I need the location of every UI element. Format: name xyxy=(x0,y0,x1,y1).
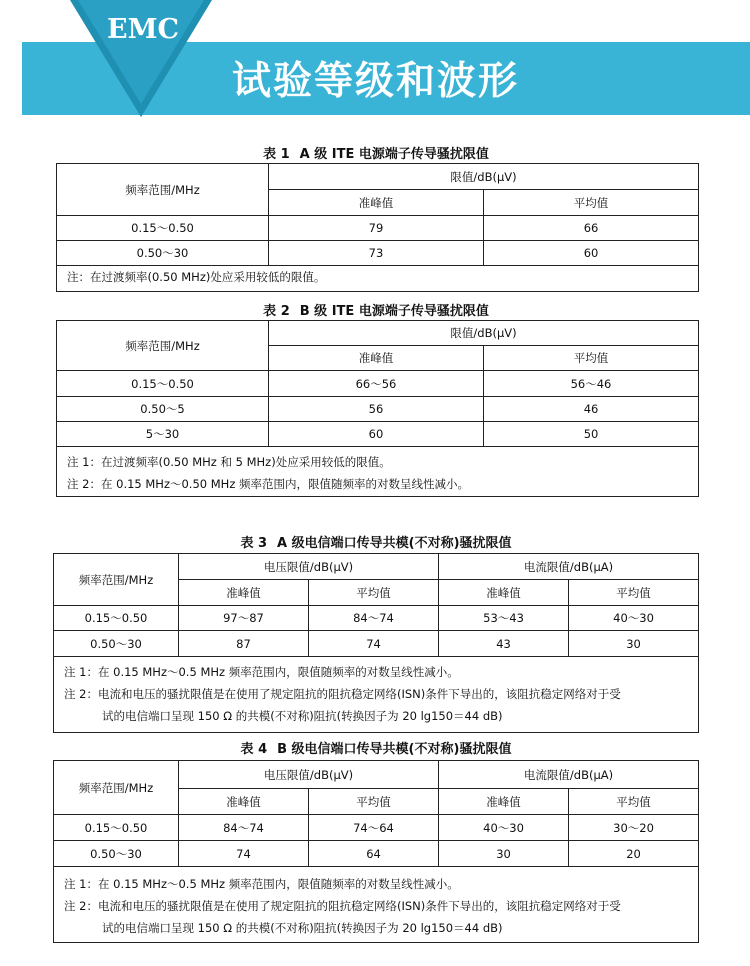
table-3-cell: 40～30 xyxy=(569,606,699,631)
table-3-subheader: 平均值 xyxy=(309,580,439,606)
table-3-current-header: 电流限值/dB(μA) xyxy=(439,554,699,580)
table-4-note: 注 1：在 0.15 MHz～0.5 MHz 频率范围内，限值随频率的对数呈线性减小。 xyxy=(64,877,459,891)
table-2-cell: 0.50～5 xyxy=(57,397,269,422)
header-banner xyxy=(0,0,750,130)
table-2-group-header: 限值/dB(μV) xyxy=(269,321,699,346)
table-1-row-header: 频率范围/MHz xyxy=(57,164,269,216)
table-3-subheader: 准峰值 xyxy=(439,580,569,606)
emc-logo: EMC xyxy=(107,14,179,45)
table-4-current-header: 电流限值/dB(μA) xyxy=(439,761,699,789)
table-3-subheader: 准峰值 xyxy=(179,580,309,606)
table-row xyxy=(57,397,699,422)
table-4 xyxy=(53,760,699,943)
table-2-cell: 56 xyxy=(269,397,484,422)
table-3-voltage-header: 电压限值/dB(μV) xyxy=(179,554,439,580)
table-2-notes xyxy=(57,447,699,497)
table-1-cell: 73 xyxy=(269,241,484,266)
table-3-cell: 53～43 xyxy=(439,606,569,631)
table-3-cell: 30 xyxy=(569,631,699,657)
table-1-cell: 0.15～0.50 xyxy=(57,216,269,241)
table-3 xyxy=(53,553,699,733)
table-3-title: A 级电信端口传导共模(不对称)骚扰限值 xyxy=(277,536,512,551)
table-2-subheader-avg: 平均值 xyxy=(484,346,699,371)
table-2-row-header: 频率范围/MHz xyxy=(57,321,269,371)
table-2-cell: 50 xyxy=(484,422,699,447)
table-3-number: 表 3 xyxy=(240,536,268,551)
table-4-cell: 0.15～0.50 xyxy=(54,815,179,841)
table-2-note: 注 2：在 0.15 MHz～0.50 MHz 频率范围内，限值随频率的对数呈线性减小。 xyxy=(67,477,470,491)
table-1-cell: 79 xyxy=(269,216,484,241)
table-4-voltage-header: 电压限值/dB(μV) xyxy=(179,761,439,789)
table-row xyxy=(54,606,699,631)
table-1 xyxy=(56,163,699,292)
table-1-subheader-qp: 准峰值 xyxy=(269,190,484,216)
table-1-cell: 66 xyxy=(484,216,699,241)
table-3-row-header: 频率范围/MHz xyxy=(54,554,179,606)
table-4-subheader: 平均值 xyxy=(569,789,699,815)
table-4-cell: 84～74 xyxy=(179,815,309,841)
table-4-subheader: 准峰值 xyxy=(439,789,569,815)
table-2-cell: 0.15～0.50 xyxy=(57,371,269,397)
table-4-cell: 74～64 xyxy=(309,815,439,841)
table-1-group-header: 限值/dB(μV) xyxy=(269,164,699,190)
table-3-caption xyxy=(56,532,696,551)
table-2-number: 表 2 xyxy=(263,304,290,319)
page-title: 试验等级和波形 xyxy=(232,59,520,104)
table-3-cell: 0.50～30 xyxy=(54,631,179,657)
table-4-cell: 30 xyxy=(439,841,569,867)
table-row xyxy=(57,422,699,447)
table-3-subheader: 平均值 xyxy=(569,580,699,606)
table-1-number: 表 1 xyxy=(263,147,290,162)
table-2-cell: 46 xyxy=(484,397,699,422)
table-3-note: 注 2：电流和电压的骚扰限值是在使用了规定阻抗的阻抗稳定网络(ISN)条件下导出的，该阻抗稳定网络对于受 xyxy=(64,687,621,701)
table-3-cell: 43 xyxy=(439,631,569,657)
table-3-cell: 87 xyxy=(179,631,309,657)
table-4-row-header: 频率范围/MHz xyxy=(54,761,179,815)
table-4-caption xyxy=(56,738,696,757)
table-row xyxy=(54,631,699,657)
table-3-cell: 97～87 xyxy=(179,606,309,631)
table-3-cell: 84～74 xyxy=(309,606,439,631)
table-1-caption xyxy=(56,143,696,162)
table-2-subheader-qp: 准峰值 xyxy=(269,346,484,371)
table-3-note: 注 1：在 0.15 MHz～0.5 MHz 频率范围内，限值随频率的对数呈线性减小。 xyxy=(64,665,459,679)
table-3-notes xyxy=(54,657,699,733)
table-4-subheader: 准峰值 xyxy=(179,789,309,815)
table-4-cell: 74 xyxy=(179,841,309,867)
table-3-cell: 0.15～0.50 xyxy=(54,606,179,631)
table-4-note: 注 2：电流和电压的骚扰限值是在使用了规定阻抗的阻抗稳定网络(ISN)条件下导出的，该阻抗稳定网络对于受 xyxy=(64,899,621,913)
table-2-title: B 级 ITE 电源端子传导骚扰限值 xyxy=(299,304,489,319)
table-1-subheader-avg: 平均值 xyxy=(484,190,699,216)
table-4-title: B 级电信端口传导共模(不对称)骚扰限值 xyxy=(277,742,512,757)
table-row xyxy=(54,815,699,841)
table-row xyxy=(54,841,699,867)
table-2 xyxy=(56,320,699,497)
table-4-note: 试的电信端口呈现 150 Ω 的共模(不对称)阻抗(转换因子为 20 lg150＝44 dB) xyxy=(102,921,503,935)
table-2-note: 注 1：在过渡频率(0.50 MHz 和 5 MHz)处应采用较低的限值。 xyxy=(67,455,391,469)
table-row xyxy=(57,216,699,241)
table-1-cell: 60 xyxy=(484,241,699,266)
table-4-notes xyxy=(54,867,699,943)
table-4-number: 表 4 xyxy=(240,742,268,757)
table-row xyxy=(57,241,699,266)
table-4-cell: 64 xyxy=(309,841,439,867)
table-2-caption xyxy=(56,300,696,319)
table-1-title: A 级 ITE 电源端子传导骚扰限值 xyxy=(299,147,489,162)
table-row xyxy=(57,371,699,397)
table-1-note: 注：在过渡频率(0.50 MHz)处应采用较低的限值。 xyxy=(67,270,326,284)
table-4-subheader: 平均值 xyxy=(309,789,439,815)
table-1-cell: 0.50～30 xyxy=(57,241,269,266)
table-2-cell: 56～46 xyxy=(484,371,699,397)
table-4-cell: 40～30 xyxy=(439,815,569,841)
table-4-cell: 20 xyxy=(569,841,699,867)
table-3-cell: 74 xyxy=(309,631,439,657)
table-4-cell: 0.50～30 xyxy=(54,841,179,867)
table-2-cell: 66～56 xyxy=(269,371,484,397)
table-4-cell: 30～20 xyxy=(569,815,699,841)
table-3-note: 试的电信端口呈现 150 Ω 的共模(不对称)阻抗(转换因子为 20 lg150＝44 dB) xyxy=(102,709,503,723)
table-1-notes xyxy=(57,266,699,292)
table-2-cell: 60 xyxy=(269,422,484,447)
table-2-cell: 5～30 xyxy=(57,422,269,447)
